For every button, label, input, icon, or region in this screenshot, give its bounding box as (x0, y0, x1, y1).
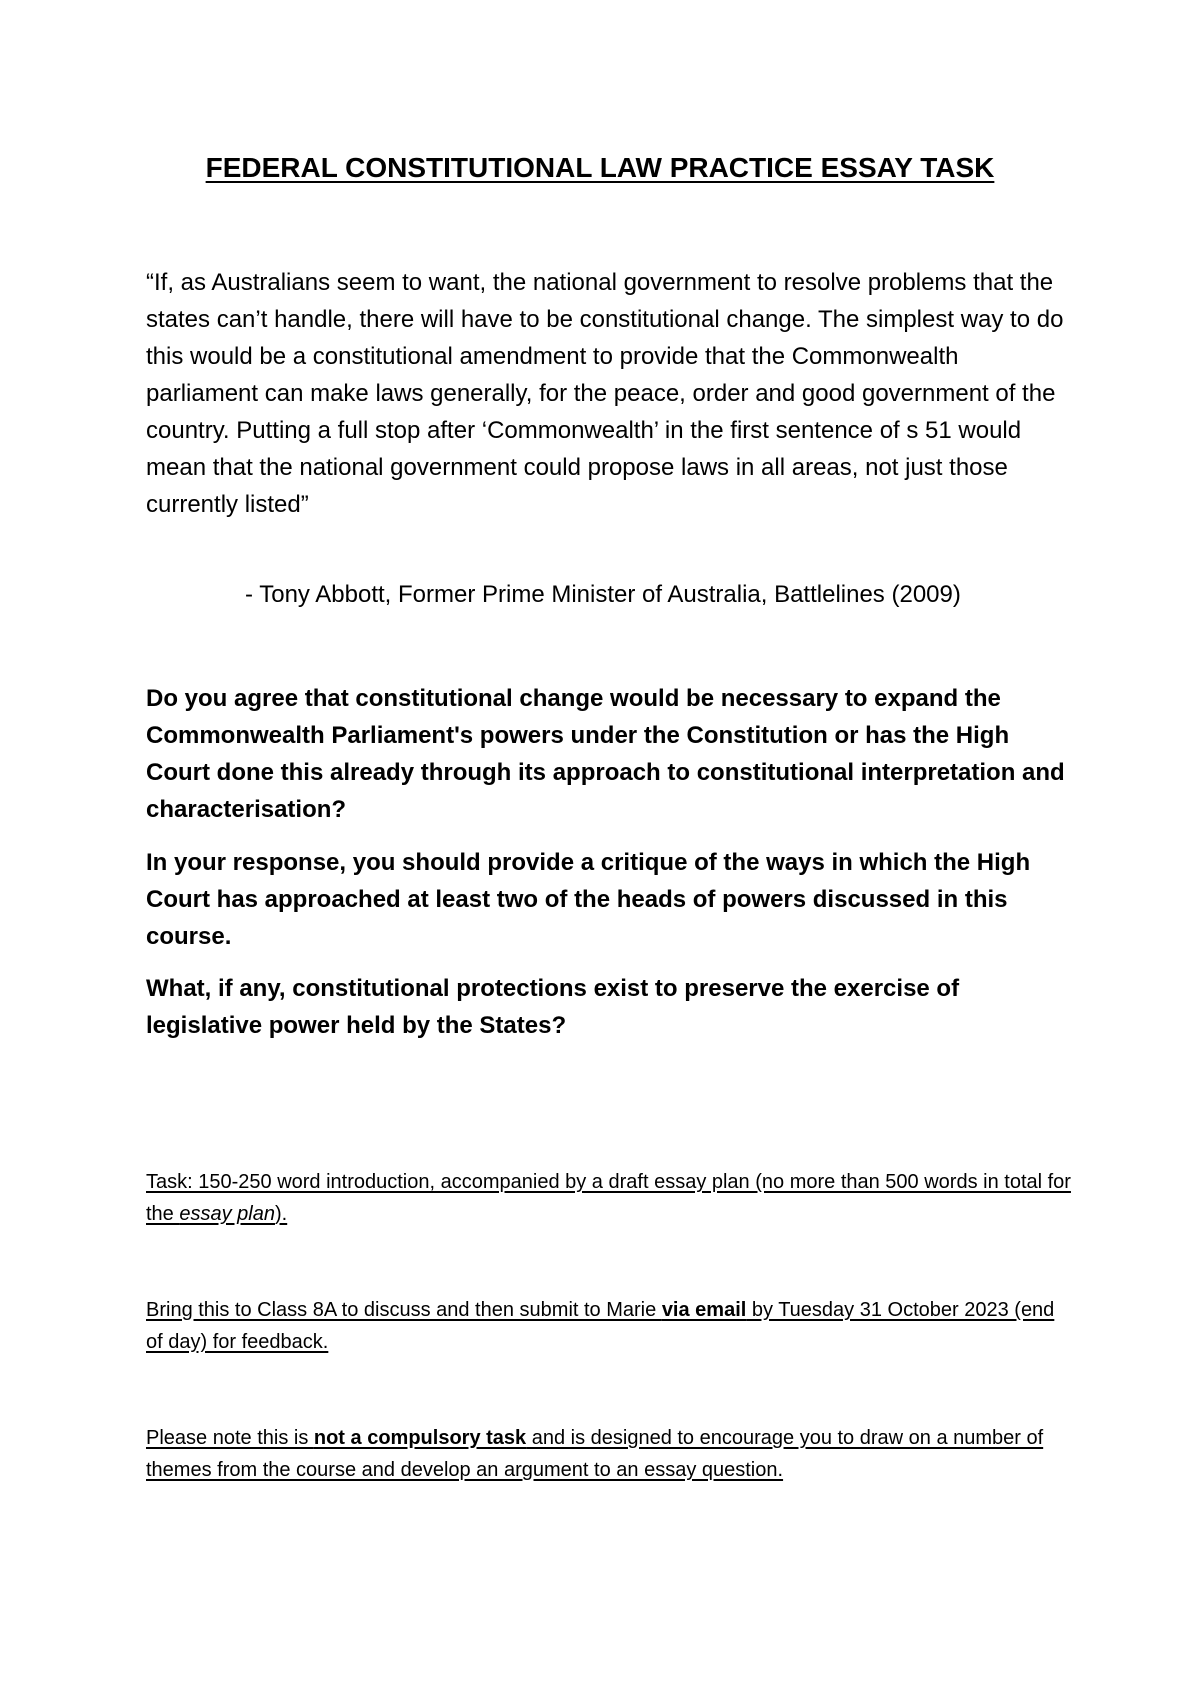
quote-attribution: - Tony Abbott, Former Prime Minister of Australia, Battlelines (2009) (245, 581, 961, 608)
task-note-closing: ). (274, 1203, 288, 1225)
compulsory-note-emphasis: not a compulsory task (313, 1427, 527, 1449)
compulsory-note-closing: and is designed to encourage you to draw on a number of themes from the course and develop an argument to an essay question. (146, 1427, 1044, 1481)
submission-note-closing: by Tuesday 31 October 2023 (end of day) for feedback. (146, 1299, 1055, 1353)
task-note-emphasis: essay plan (179, 1203, 275, 1225)
submission-note-emphasis: via email (661, 1299, 747, 1321)
compulsory-note (146, 1422, 1076, 1486)
submission-note (146, 1294, 1076, 1358)
task-note-text: Task: 150-250 word introduction, accompanied by a draft essay plan (no more than 500 words in total for the (146, 1171, 1071, 1225)
essay-question-state-protections: What, if any, constitutional protections exist to preserve the exercise of legislative power held by the States? (146, 975, 960, 1039)
task-requirements-note (146, 1166, 1076, 1230)
compulsory-note-text: Please note this is (146, 1427, 314, 1449)
essay-question-response-instruction: In your response, you should provide a critique of the ways in which the High Court has approached at least two of the heads of powers discussed in this course. (146, 849, 1031, 950)
page-title: FEDERAL CONSTITUTIONAL LAW PRACTICE ESSAY TASK (205, 152, 995, 183)
submission-note-text: Bring this to Class 8A to discuss and then submit to Marie (146, 1299, 662, 1321)
essay-question-main: Do you agree that constitutional change would be necessary to expand the Commonwealth Parliament's powers under the Constitution or has the High Court done this already through its approach to constitutional interpretation and characterisation? (146, 685, 1065, 823)
quote-paragraph: “If, as Australians seem to want, the national government to resolve problems that the states can’t handle, there will have to be constitutional change. The simplest way to do this would be a constitutional amendment to provide that the Commonwealth parliament can make laws generally, for the peace, order and good government of the country. Putting a full stop after ‘Commonwealth’ in the first sentence of s 51 would mean that the national government could propose laws in all areas, not just those currently listed” (146, 269, 1064, 518)
